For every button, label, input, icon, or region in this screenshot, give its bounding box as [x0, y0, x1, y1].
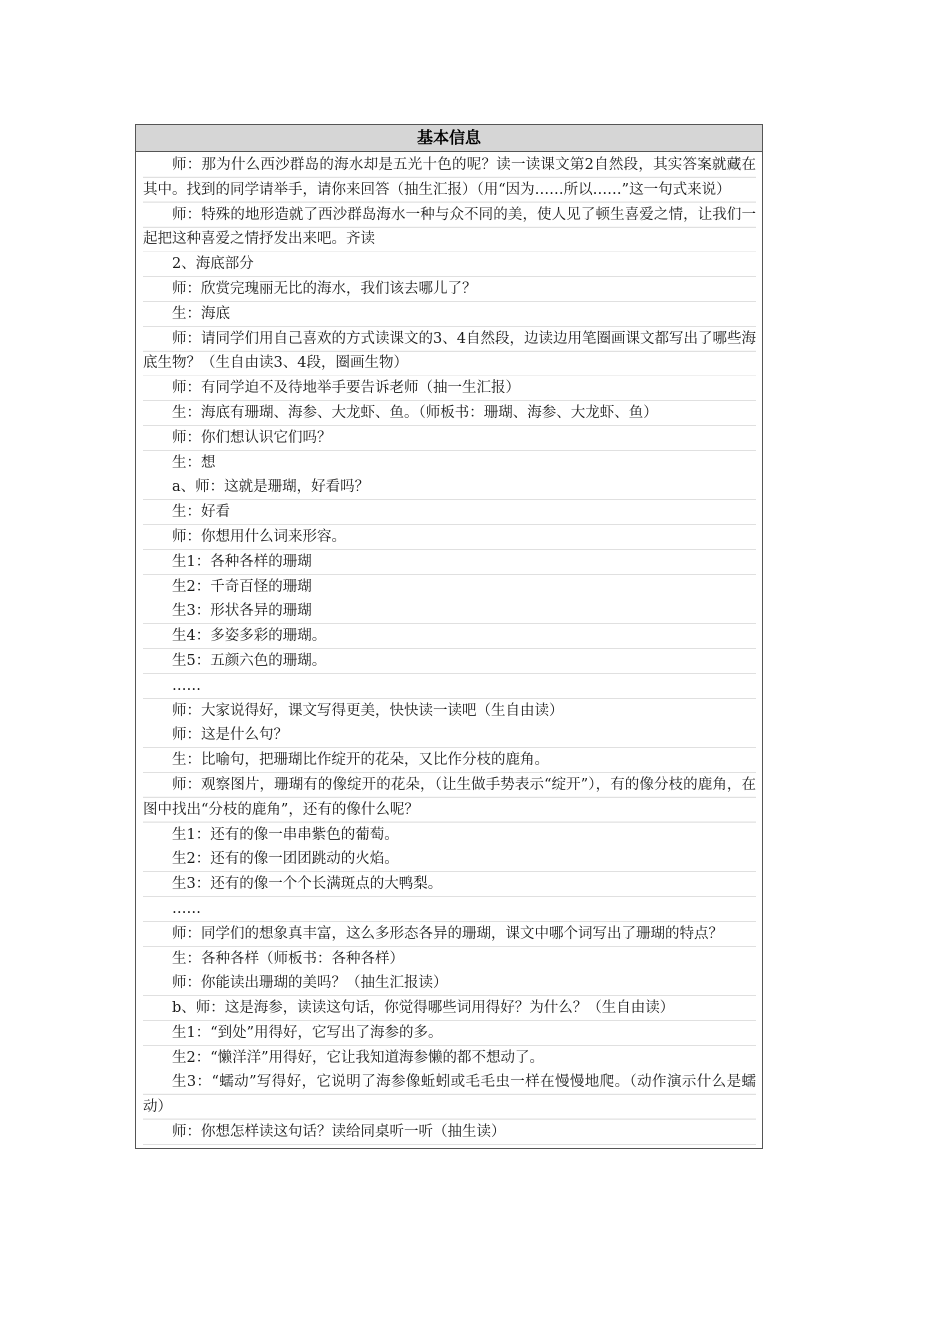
paragraph: 生2：千奇百怪的珊瑚 [143, 575, 756, 600]
paragraph: 师：你们想认识它们吗？ [143, 426, 756, 451]
paragraph: 师：特殊的地形造就了西沙群岛海水一种与众不同的美，使人见了顿生喜爱之情，让我们一起把这种喜爱之情抒发出来吧。齐读 [143, 203, 756, 253]
paragraph: 生：比喻句，把珊瑚比作绽开的花朵，又比作分枝的鹿角。 [143, 748, 756, 773]
paragraph: 师：欣赏完瑰丽无比的海水，我们该去哪儿了？ [143, 277, 756, 302]
paragraph: 师：这是什么句？ [143, 723, 756, 748]
paragraph: 师：大家说得好，课文写得更美，快快读一读吧（生自由读） [143, 699, 756, 724]
paragraph: 生1：还有的像一串串紫色的葡萄。 [143, 823, 756, 848]
paragraph: 生：海底 [143, 302, 756, 327]
table-header: 基本信息 [136, 125, 762, 152]
paragraph: 师：观察图片，珊瑚有的像绽开的花朵，（让生做手势表示“绽开”），有的像分枝的鹿角，在图中找出“分枝的鹿角”，还有的像什么呢？ [143, 773, 756, 823]
paragraph: 生：想 [143, 451, 756, 476]
paragraph: 师：请同学们用自己喜欢的方式读课文的3、4自然段，边读边用笔圈画课文都写出了哪些海底生物？（生自由读3、4段，圈画生物） [143, 327, 756, 377]
paragraph: 生：好看 [143, 500, 756, 525]
paragraph: …… [143, 674, 756, 699]
paragraph: 师：你想怎样读这句话？读给同桌听一听（抽生读） [143, 1120, 756, 1145]
paragraph: 生2：还有的像一团团跳动的火焰。 [143, 847, 756, 872]
paragraph: 生：海底有珊瑚、海参、大龙虾、鱼。（师板书：珊瑚、海参、大龙虾、鱼） [143, 401, 756, 426]
paragraph: 生3：形状各异的珊瑚 [143, 599, 756, 624]
paragraph: a、师：这就是珊瑚，好看吗？ [143, 475, 756, 500]
paragraph: 生3：还有的像一个个长满斑点的大鸭梨。 [143, 872, 756, 897]
paragraph: 生4：多姿多彩的珊瑚。 [143, 624, 756, 649]
paragraph: 2、海底部分 [143, 252, 756, 277]
paragraph: 师：你能读出珊瑚的美吗？（抽生汇报读） [143, 971, 756, 996]
paragraph: …… [143, 897, 756, 922]
paragraph: 生1：各种各样的珊瑚 [143, 550, 756, 575]
paragraph: 生：各种各样（师板书：各种各样） [143, 947, 756, 972]
lesson-transcript [136, 152, 762, 1148]
paragraph: b、师：这是海参，读读这句话，你觉得哪些词用得好？为什么？（生自由读） [143, 996, 756, 1021]
paragraph: 师：那为什么西沙群岛的海水却是五光十色的呢？读一读课文第2自然段，其实答案就藏在其中。找到的同学请举手，请你来回答（抽生汇报）（用“因为……所以……”这一句式来说） [143, 153, 756, 203]
paragraph: 生1：“到处”用得好，它写出了海参的多。 [143, 1021, 756, 1046]
paragraph: 师：有同学迫不及待地举手要告诉老师（抽一生汇报） [143, 376, 756, 401]
paragraph: 师：同学们的想象真丰富，这么多形态各异的珊瑚，课文中哪个词写出了珊瑚的特点？ [143, 922, 756, 947]
paragraph: 生2：“懒洋洋”用得好，它让我知道海参懒的都不想动了。 [143, 1046, 756, 1071]
paragraph: 生5：五颜六色的珊瑚。 [143, 649, 756, 674]
paragraph: 师：你想用什么词来形容。 [143, 525, 756, 550]
info-table [135, 124, 763, 1149]
paragraph: 生3：“蠕动”写得好，它说明了海参像蚯蚓或毛毛虫一样在慢慢地爬。（动作演示什么是蠕动） [143, 1070, 756, 1120]
